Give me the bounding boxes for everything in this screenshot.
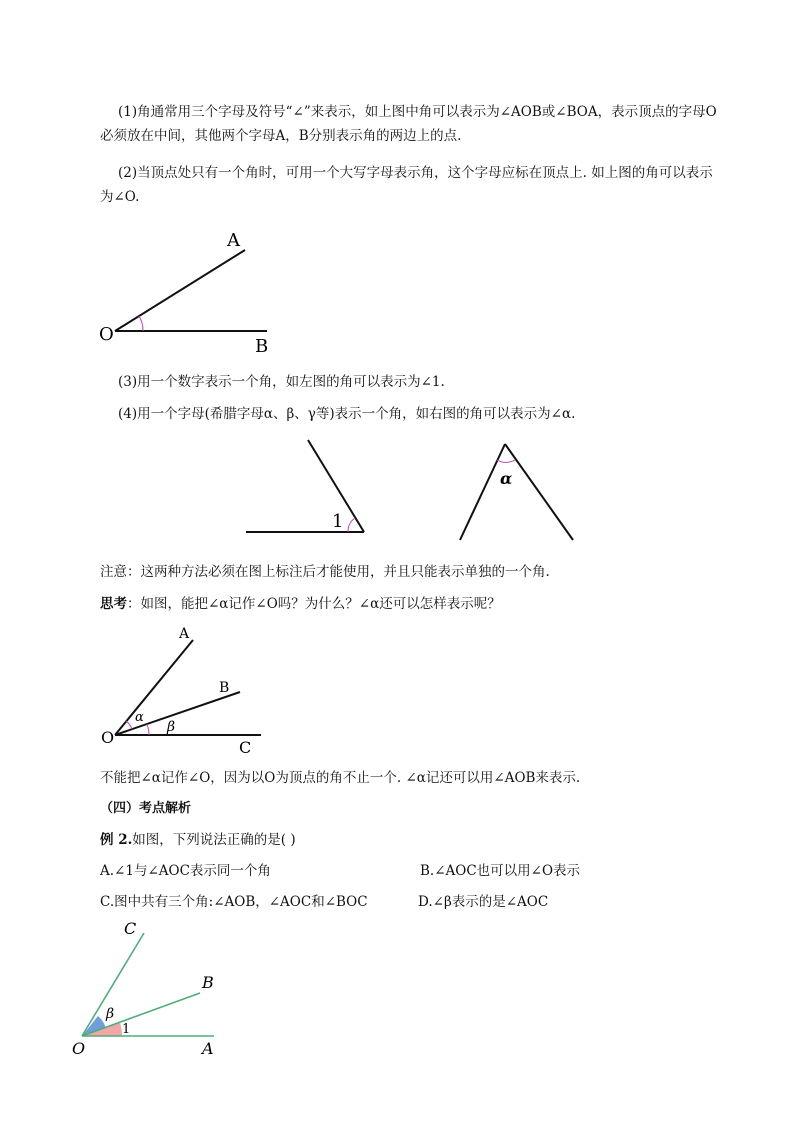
angle-arc [139, 316, 143, 331]
label-a: A [202, 1039, 214, 1058]
label-beta: β [167, 719, 176, 735]
example [100, 828, 730, 852]
ray-oa [115, 250, 245, 331]
label-a: A [179, 626, 190, 642]
section-title: （四）考点解析 [100, 801, 192, 816]
arc-alpha [126, 721, 132, 729]
label-1: 1 [122, 1022, 131, 1037]
label-o: O [99, 324, 114, 345]
label-c: C [239, 738, 252, 757]
label-beta: β [106, 1006, 115, 1022]
option-d: D.∠β表示的是∠AOC [418, 894, 549, 910]
label-o: O [72, 1039, 86, 1058]
paragraph-2-line-2: 为∠O. [100, 189, 140, 205]
arc-beta [147, 724, 149, 735]
ray-left [460, 444, 505, 540]
label-alpha: α [135, 710, 144, 725]
paragraph-2 [100, 161, 730, 209]
figure-angle-alpha-beta [95, 622, 275, 757]
label-b: B [219, 680, 230, 696]
label-c: C [124, 919, 137, 938]
paragraph-2-line-1: (2)当顶点处只有一个角时，可用一个大写字母表示角，这个字母应标在顶点上. 如上图的角可以表示 [118, 165, 713, 181]
paragraph-1 [100, 100, 730, 148]
label-b: B [202, 973, 214, 992]
angle-arc [348, 518, 355, 532]
paragraph-3: (3)用一个数字表示一个角，如左图的角可以表示为∠1. [118, 374, 445, 390]
option-a: A.∠1与∠AOC表示同一个角 [100, 863, 271, 879]
paragraph-1-line-1: (1)角通常用三个字母及符号“∠”来表示，如上图中角可以表示为∠AOB或∠BOA，表示顶点的字母O [118, 104, 717, 120]
answer: 不能把∠α记作∠O，因为以O为顶点的角不止一个. ∠α记还可以用∠AOB来表示. [100, 770, 581, 786]
figure-angle-alpha [455, 440, 580, 545]
label-o: O [101, 728, 115, 747]
option-b: B.∠AOC也可以用∠O表示 [420, 863, 581, 879]
paragraph-1-line-2: 必须放在中间，其他两个字母A，B分别表示角的两边上的点. [100, 128, 462, 144]
note: 注意：这两种方法必须在图上标注后才能使用，并且只能表示单独的一个角. [100, 564, 550, 580]
think-label: 思考 [100, 596, 127, 612]
figure-example-angles [70, 918, 230, 1063]
option-c: C.图中共有三个角:∠AOB，∠AOC和∠BOC [100, 894, 368, 910]
think [100, 592, 730, 616]
label-a: A [227, 230, 240, 251]
paragraph-4: (4)用一个字母(希腊字母α、β、γ等)表示一个角，如右图的角可以表示为∠α. [118, 406, 576, 422]
figure-angle-1 [240, 436, 375, 541]
figure-angle-aob [95, 228, 285, 358]
think-text: ：如图，能把∠α记作∠O吗？为什么？∠α还可以怎样表示呢？ [127, 596, 501, 612]
label-b: B [255, 336, 269, 357]
label-1: 1 [332, 511, 344, 532]
label-alpha: α [500, 469, 513, 488]
ray-ob [82, 993, 200, 1036]
example-text: 如图，下列说法正确的是( ) [132, 832, 296, 848]
angle-arc [497, 460, 515, 462]
ray-right [505, 444, 573, 540]
example-label: 例 2. [100, 832, 133, 848]
